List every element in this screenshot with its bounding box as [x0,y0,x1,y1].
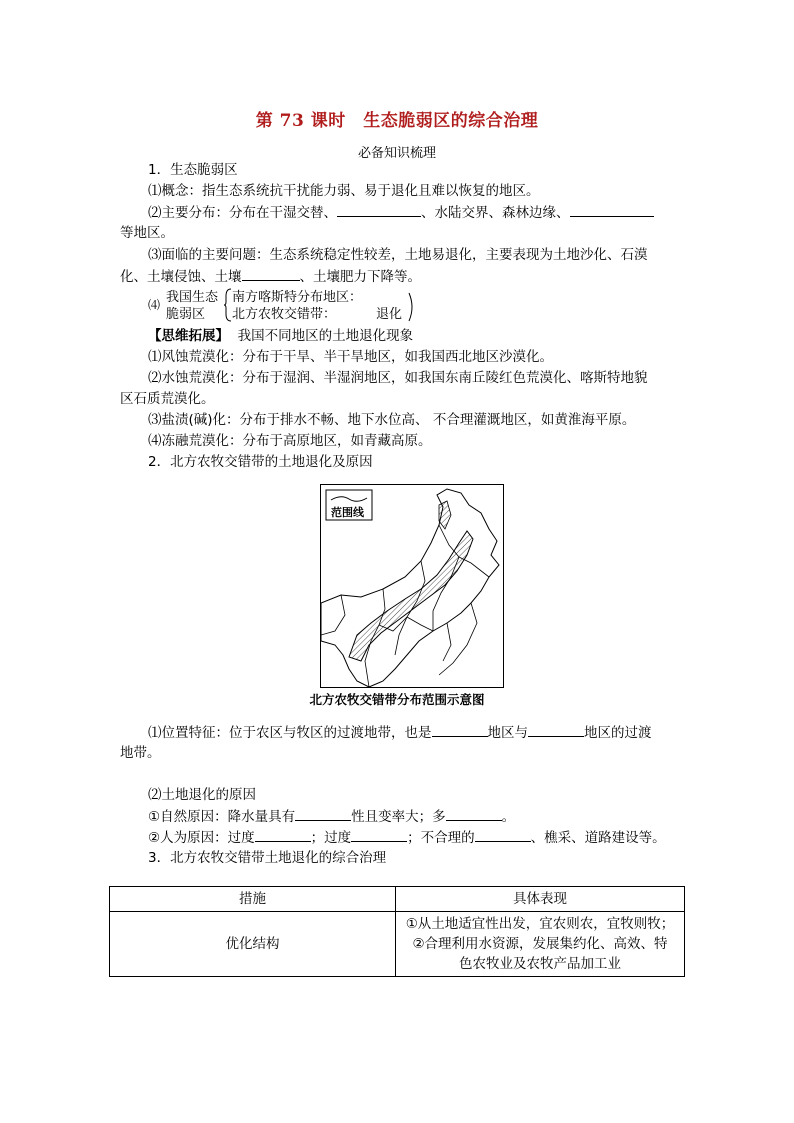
section-3-heading: 3．北方农牧交错带土地退化的综合治理 [148,850,387,866]
distribution-text-b: 、水陆交界、森林边缘、 [421,205,570,221]
answer-blank[interactable] [475,827,531,842]
section-2-heading: 2．北方农牧交错带的土地退化及原因 [148,454,373,470]
distribution-line-end: 等地区。 [120,225,174,241]
position-line-end: 地带。 [120,745,161,761]
right-paren-icon [408,292,416,322]
detail-cell [396,912,685,977]
human-cause-text-d: 、樵采、道路建设等。 [530,830,666,846]
section-1-heading: 1．生态脆弱区 [148,162,238,178]
expansion-line-2-cont: 区石质荒漠化。 [120,391,215,407]
table-header: 措施 [110,887,396,912]
zones-left-2: 脆弱区 [166,307,206,322]
detail-line: 色农牧业及农牧产品加工业 [459,956,622,972]
expansion-line-1: ⑴风蚀荒漠化：分布于干旱、半干旱地区，如我国西北地区沙漠化。 [148,349,553,365]
ecological-zones-brace [148,286,468,326]
zones-right-1: 南方喀斯特分布地区： [232,290,363,305]
table-header: 具体表现 [396,887,685,912]
left-brace-icon [224,288,232,322]
answer-blank[interactable] [432,722,488,737]
expansion-line-3: ⑶盐渍(碱)化：分布于排水不畅、地下水位高、 不合理灌溉地区，如黄淮海平原。 [148,412,636,428]
answer-blank[interactable] [446,806,502,821]
measure-cell: 优化结构 [110,912,396,977]
page-title: 第 73 课时 生态脆弱区的综合治理 [255,111,539,131]
expansion-line-2: ⑵水蚀荒漠化：分布于湿润、半湿润地区，如我国东南丘陵红色荒漠化、喀斯特地貌 [148,370,648,386]
detail-line: ②合理利用水资源，发展集约化、高效、特 [412,936,668,952]
item-4-label: ⑷ [148,298,161,312]
problem-line: ⑶面临的主要问题：生态系统稳定性较差，土地易退化，主要表现为土地沙化、石漠 [148,247,648,263]
natural-cause-text-b: 性且变率大；多 [351,809,446,825]
human-cause-text-a: ②人为原因：过度 [148,830,255,846]
answer-blank[interactable] [351,827,407,842]
zones-left-1: 我国生态 [166,290,219,305]
answer-blank[interactable] [528,722,584,737]
natural-cause-text-c: 。 [501,809,516,825]
problem-text-c: 、土壤肥力下降等。 [299,269,421,285]
legend-label: 范围线 [331,506,364,519]
expansion-heading [148,326,413,346]
expansion-label: 【思维拓展】 [148,328,229,344]
table-row [110,912,685,977]
problem-text-b: 化、土壤侵蚀、土壤 [120,269,242,285]
answer-blank[interactable] [255,827,311,842]
zones-right-2: 北方农牧交错带： [232,307,337,322]
position-line [148,722,652,743]
position-text-b: 地区与 [487,725,528,741]
measures-table [109,886,685,977]
farming-pastoral-map [320,484,504,688]
map-caption: 北方农牧交错带分布范围示意图 [309,692,485,707]
human-cause-line [148,827,666,848]
distribution-text-a: ⑵主要分布：分布在干湿交替、 [148,205,337,221]
expansion-line-4: ⑷冻融荒漠化：分布于高原地区，如青藏高原。 [148,433,432,449]
human-cause-text-b: ；过度 [310,830,352,846]
distribution-line [148,202,654,223]
concept-line: ⑴概念：指生态系统抗干扰能力弱、易于退化且难以恢复的地区。 [148,183,540,199]
table-header-row [110,887,685,912]
position-text-a: ⑴位置特征：位于农区与牧区的过渡地带，也是 [148,725,432,741]
human-cause-text-c: ；不合理的 [407,830,475,846]
transition-belt [349,531,473,661]
natural-cause-text-a: ①自然原因：降水量具有 [148,809,296,825]
answer-blank[interactable] [242,266,300,281]
answer-blank[interactable] [337,202,421,217]
answer-blank[interactable] [570,202,654,217]
cause-heading: ⑵土地退化的原因 [148,787,256,803]
expansion-title: 我国不同地区的土地退化现象 [237,328,414,344]
zones-right-2-end: 退化 [376,307,403,322]
problem-line-cont [120,266,421,287]
natural-cause-line [148,806,515,827]
position-text-c: 地区的过渡 [584,725,652,741]
answer-blank[interactable] [295,806,351,821]
section-subtitle: 必备知识梳理 [357,146,436,161]
detail-line: ①从土地适宜性出发，宜农则农，宜牧则牧； [405,916,675,932]
